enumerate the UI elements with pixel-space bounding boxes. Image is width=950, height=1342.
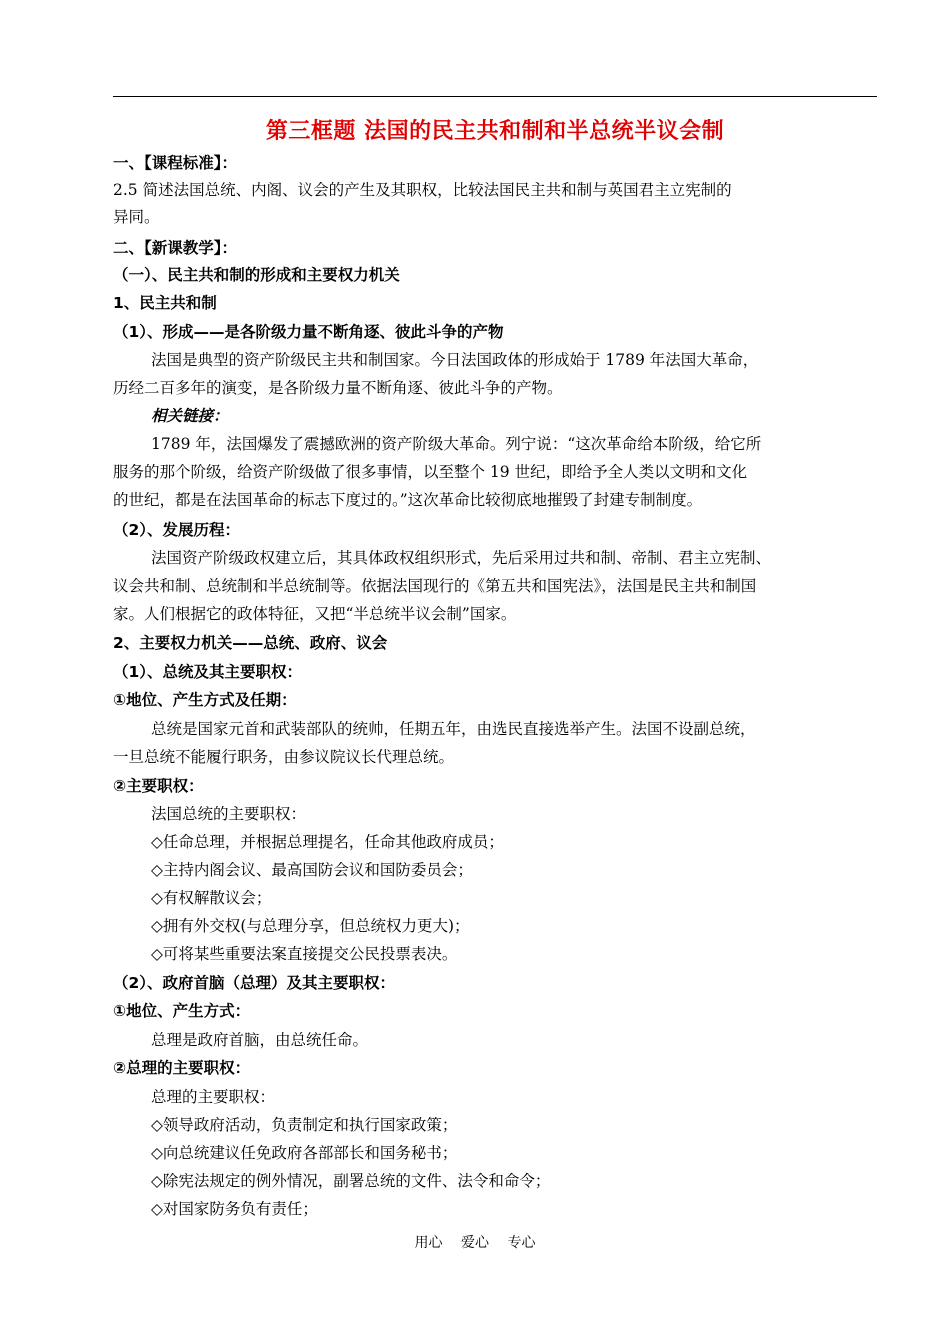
subsection-heading: （1）、形成——是各阶级力量不断角逐、彼此斗争的产物 [113,323,504,341]
paragraph-line: 异同。 [113,208,160,226]
list-item: ◇任命总理，并根据总理提名，任命其他政府成员； [151,833,504,851]
paragraph-line: 的世纪，都是在法国革命的标志下度过的。”这次革命比较彻底地摧毁了封建专制制度。 [113,491,703,509]
subsection-heading: （2）、发展历程： [113,521,241,539]
list-item: ◇主持内阁会议、最高国防会议和国防委员会； [151,861,473,879]
paragraph-line: 总理是政府首脑，由总统任命。 [151,1031,369,1049]
related-link-label: 相关链接： [151,406,229,425]
section-heading-curriculum: 一、【课程标准】： [113,154,238,172]
list-item: ◇对国家防务负有责任； [151,1200,318,1218]
paragraph-line: 历经二百多年的演变，是各阶级力量不断角逐、彼此斗争的产物。 [113,379,563,397]
list-item: ◇除宪法规定的例外情况，副署总统的文件、法令和命令； [151,1172,551,1190]
section-heading-teaching: 二、【新课教学】： [113,239,238,257]
paragraph-line: 法国资产阶级政权建立后，其具体政权组织形式，先后采用过共和制、帝制、君主立宪制、 [151,549,772,567]
subsection-heading: 1、民主共和制 [113,294,217,312]
paragraph-line: 家。人们根据它的政体特征，又把“半总统半议会制”国家。 [113,605,517,623]
subsection-heading: 2、主要权力机关——总统、政府、议会 [113,634,388,652]
paragraph-line: 议会共和制、总统制和半总统制等。依据法国现行的《第五共和国宪法》，法国是民主共和制国 [113,577,757,595]
page-footer: 用心 爱心 专心 [414,1235,536,1251]
paragraph-line: 总理的主要职权： [151,1088,276,1106]
list-item: ◇可将某些重要法案直接提交公民投票表决。 [151,945,458,963]
header-rule [113,96,877,97]
paragraph-line: 法国总统的主要职权： [151,805,307,823]
subsection-heading: ①地位、产生方式及任期： [113,691,297,709]
subsection-heading: （一）、民主共和制的形成和主要权力机关 [113,266,400,284]
subsection-heading: （2）、政府首脑（总理）及其主要职权： [113,974,396,992]
paragraph-line: 服务的那个阶级，给资产阶级做了很多事情，以至整个 19 世纪，即给予全人类以文明和文化 [113,463,748,481]
subsection-heading: ①地位、产生方式： [113,1002,251,1020]
list-item: ◇拥有外交权(与总理分享，但总统权力更大)； [151,917,470,935]
paragraph-line: 总统是国家元首和武装部队的统帅，任期五年，由选民直接选举产生。法国不设副总统， [151,720,756,738]
paragraph-line: 2.5 简述法国总统、内阁、议会的产生及其职权，比较法国民主共和制与英国君主立宪制的 [113,181,732,199]
list-item: ◇领导政府活动，负责制定和执行国家政策； [151,1116,458,1134]
subsection-heading: ②主要职权： [113,777,204,795]
list-item: ◇向总统建议任免政府各部部长和国务秘书； [151,1144,458,1162]
paragraph-line: 法国是典型的资产阶级民主共和制国家。今日法国政体的形成始于 1789 年法国大革命， [151,351,759,369]
list-item: ◇有权解散议会； [151,889,272,907]
page-title: 第三框题 法国的民主共和制和半总统半议会制 [265,119,725,144]
paragraph-line: 一旦总统不能履行职务，由参议院议长代理总统。 [113,748,455,766]
subsection-heading: （1）、总统及其主要职权： [113,663,303,681]
subsection-heading: ②总理的主要职权： [113,1059,251,1077]
paragraph-line: 1789 年，法国爆发了震撼欧洲的资产阶级大革命。列宁说：“这次革命给本阶级，给它所 [151,435,762,453]
